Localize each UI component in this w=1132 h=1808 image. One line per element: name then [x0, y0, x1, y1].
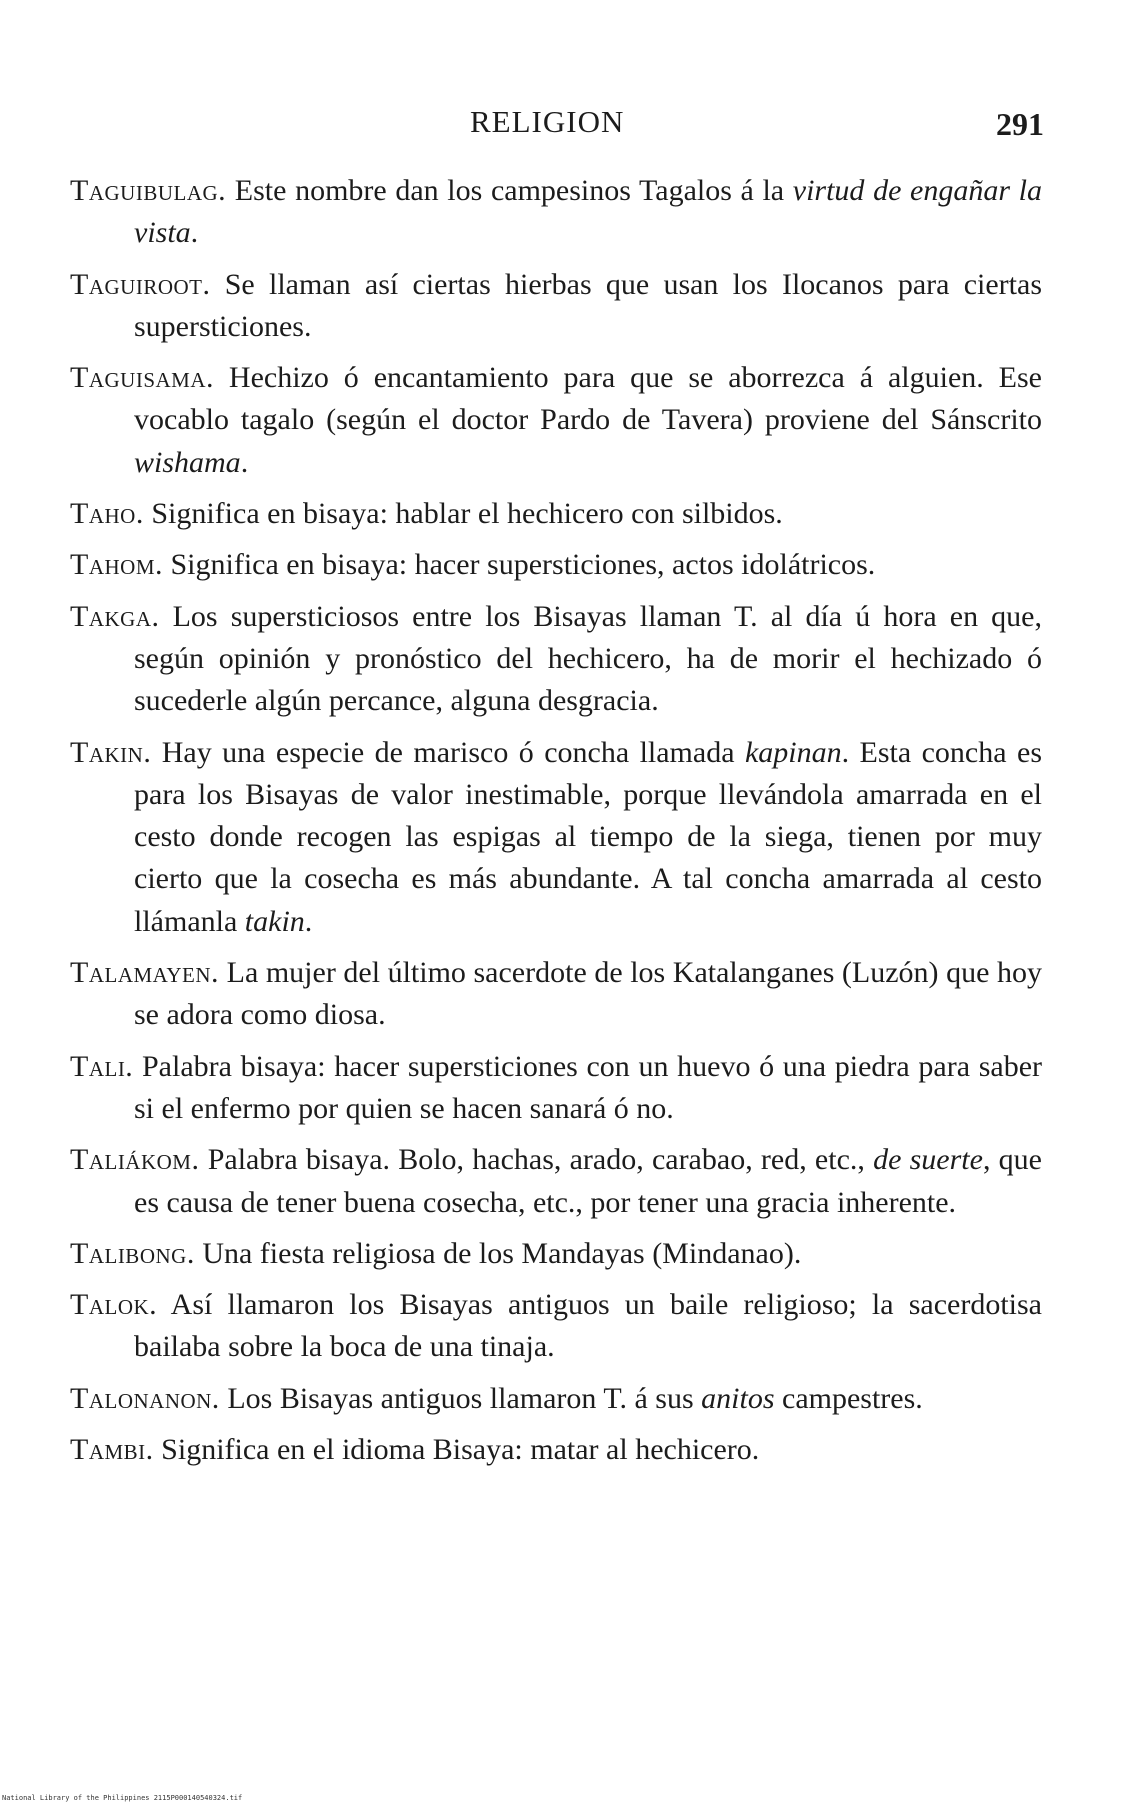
dictionary-entry — [70, 1139, 1042, 1224]
entry-term: Tambi. — [70, 1433, 154, 1467]
dictionary-entry — [70, 1233, 1042, 1275]
dictionary-entry — [70, 1046, 1042, 1131]
dictionary-entry — [70, 952, 1042, 1037]
entry-definition: Los Bisayas antiguos llamaron T. á sus — [219, 1381, 702, 1415]
dictionary-entry — [70, 357, 1042, 484]
scan-credit: National Library of the Philippines 2115P000140540324.tif — [2, 1794, 243, 1802]
entry-definition: , que es causa de tener buena cosecha, etc., por tener una gracia inherente. — [134, 1143, 1042, 1219]
entry-definition: Palabra bisaya. Bolo, hachas, arado, carabao, red, etc., — [199, 1143, 874, 1177]
entry-definition: . — [304, 904, 313, 938]
entry-definition: Este nombre dan los campesinos Tagalos á la — [226, 174, 793, 207]
entry-term: Takin. — [70, 735, 152, 769]
entry-term: Taliákom. — [70, 1143, 200, 1177]
entry-term: Tahom. — [70, 548, 163, 582]
entry-definition: Se llaman así ciertas hierbas que usan los Ilocanos para ciertas supersticiones. — [134, 267, 1042, 343]
dictionary-entry — [70, 264, 1042, 349]
entry-term: Talibong. — [70, 1236, 195, 1270]
entry-definition: Hay una especie de marisco ó concha llamada — [151, 735, 745, 769]
entry-term: Taguiroot. — [70, 267, 211, 301]
dictionary-entry — [70, 1284, 1042, 1369]
dictionary-entry — [70, 732, 1042, 943]
dictionary-entry — [70, 493, 1042, 535]
entry-term: Taguisama. — [70, 361, 214, 395]
entry-definition: Hechizo ó encantamiento para que se aborrezca á alguien. Ese vocablo tagalo (según el doctor Pardo de Tavera) proviene del Sánscrito — [134, 361, 1042, 437]
dictionary-entry — [70, 1429, 1042, 1471]
dictionary-entry — [70, 544, 1042, 586]
entry-definition: . — [240, 445, 249, 479]
entry-definition: . — [190, 216, 199, 250]
entry-definition: . Esta concha es para los Bisayas de valor inestimable, porque llevándola amarrada en el cesto donde recogen las espigas al tiempo de la siega, tienen por muy cierto que la cosecha es más abundante. A tal concha amarrada al cesto llámanla — [134, 735, 1042, 938]
entry-term: Talok. — [70, 1288, 158, 1322]
dictionary-entry — [70, 1378, 1042, 1420]
entry-definition: Los supersticiosos entre los Bisayas llaman T. al día ú hora en que, según opinión y pronóstico del hechicero, ha de morir el hechizado ó sucederle algún percance, alguna desgracia. — [134, 599, 1042, 718]
entry-definition-italic: virtud de engañar la vista — [134, 174, 1042, 250]
entry-definition-italic: kapinan — [744, 735, 842, 769]
entry-term: Taguibulag. — [70, 174, 227, 207]
entry-definition-italic: de suerte — [873, 1143, 983, 1177]
entry-definition-italic: takin — [244, 904, 305, 938]
entry-definition: Así llamaron los Bisayas antiguos un baile religioso; la sacerdotisa bailaba sobre la boca de una tinaja. — [134, 1288, 1042, 1364]
entry-definition: Significa en bisaya: hacer supersticiones, actos idolátricos. — [163, 548, 876, 582]
running-head — [0, 104, 1132, 144]
running-title: RELIGION — [470, 104, 625, 139]
entry-definition-italic: anitos — [701, 1381, 775, 1415]
entry-definition: La mujer del último sacerdote de los Katalanganes (Luzón) que hoy se adora como diosa. — [134, 956, 1042, 1032]
dictionary-entry — [70, 170, 1042, 255]
entry-definition: Palabra bisaya: hacer supersticiones con un huevo ó una piedra para saber si el enfermo por quien se hacen sanará ó no. — [133, 1049, 1042, 1125]
page-number: 291 — [996, 106, 1044, 142]
entry-definition-italic: wishama — [134, 445, 241, 479]
entry-term: Takga. — [70, 599, 160, 633]
entry-definition: Significa en el idioma Bisaya: matar al hechicero. — [153, 1433, 760, 1467]
dictionary-entry — [70, 596, 1042, 723]
entry-definition: Significa en bisaya: hablar el hechicero con silbidos. — [143, 497, 783, 531]
entry-term: Taho. — [70, 497, 144, 531]
dictionary-entries — [70, 170, 1042, 1480]
entry-term: Tali. — [70, 1049, 134, 1083]
entry-term: Talamayen. — [70, 956, 220, 990]
entry-term: Talonanon. — [70, 1381, 220, 1415]
entry-definition: campestres. — [774, 1381, 923, 1415]
entry-definition: Una fiesta religiosa de los Mandayas (Mindanao). — [194, 1236, 802, 1270]
